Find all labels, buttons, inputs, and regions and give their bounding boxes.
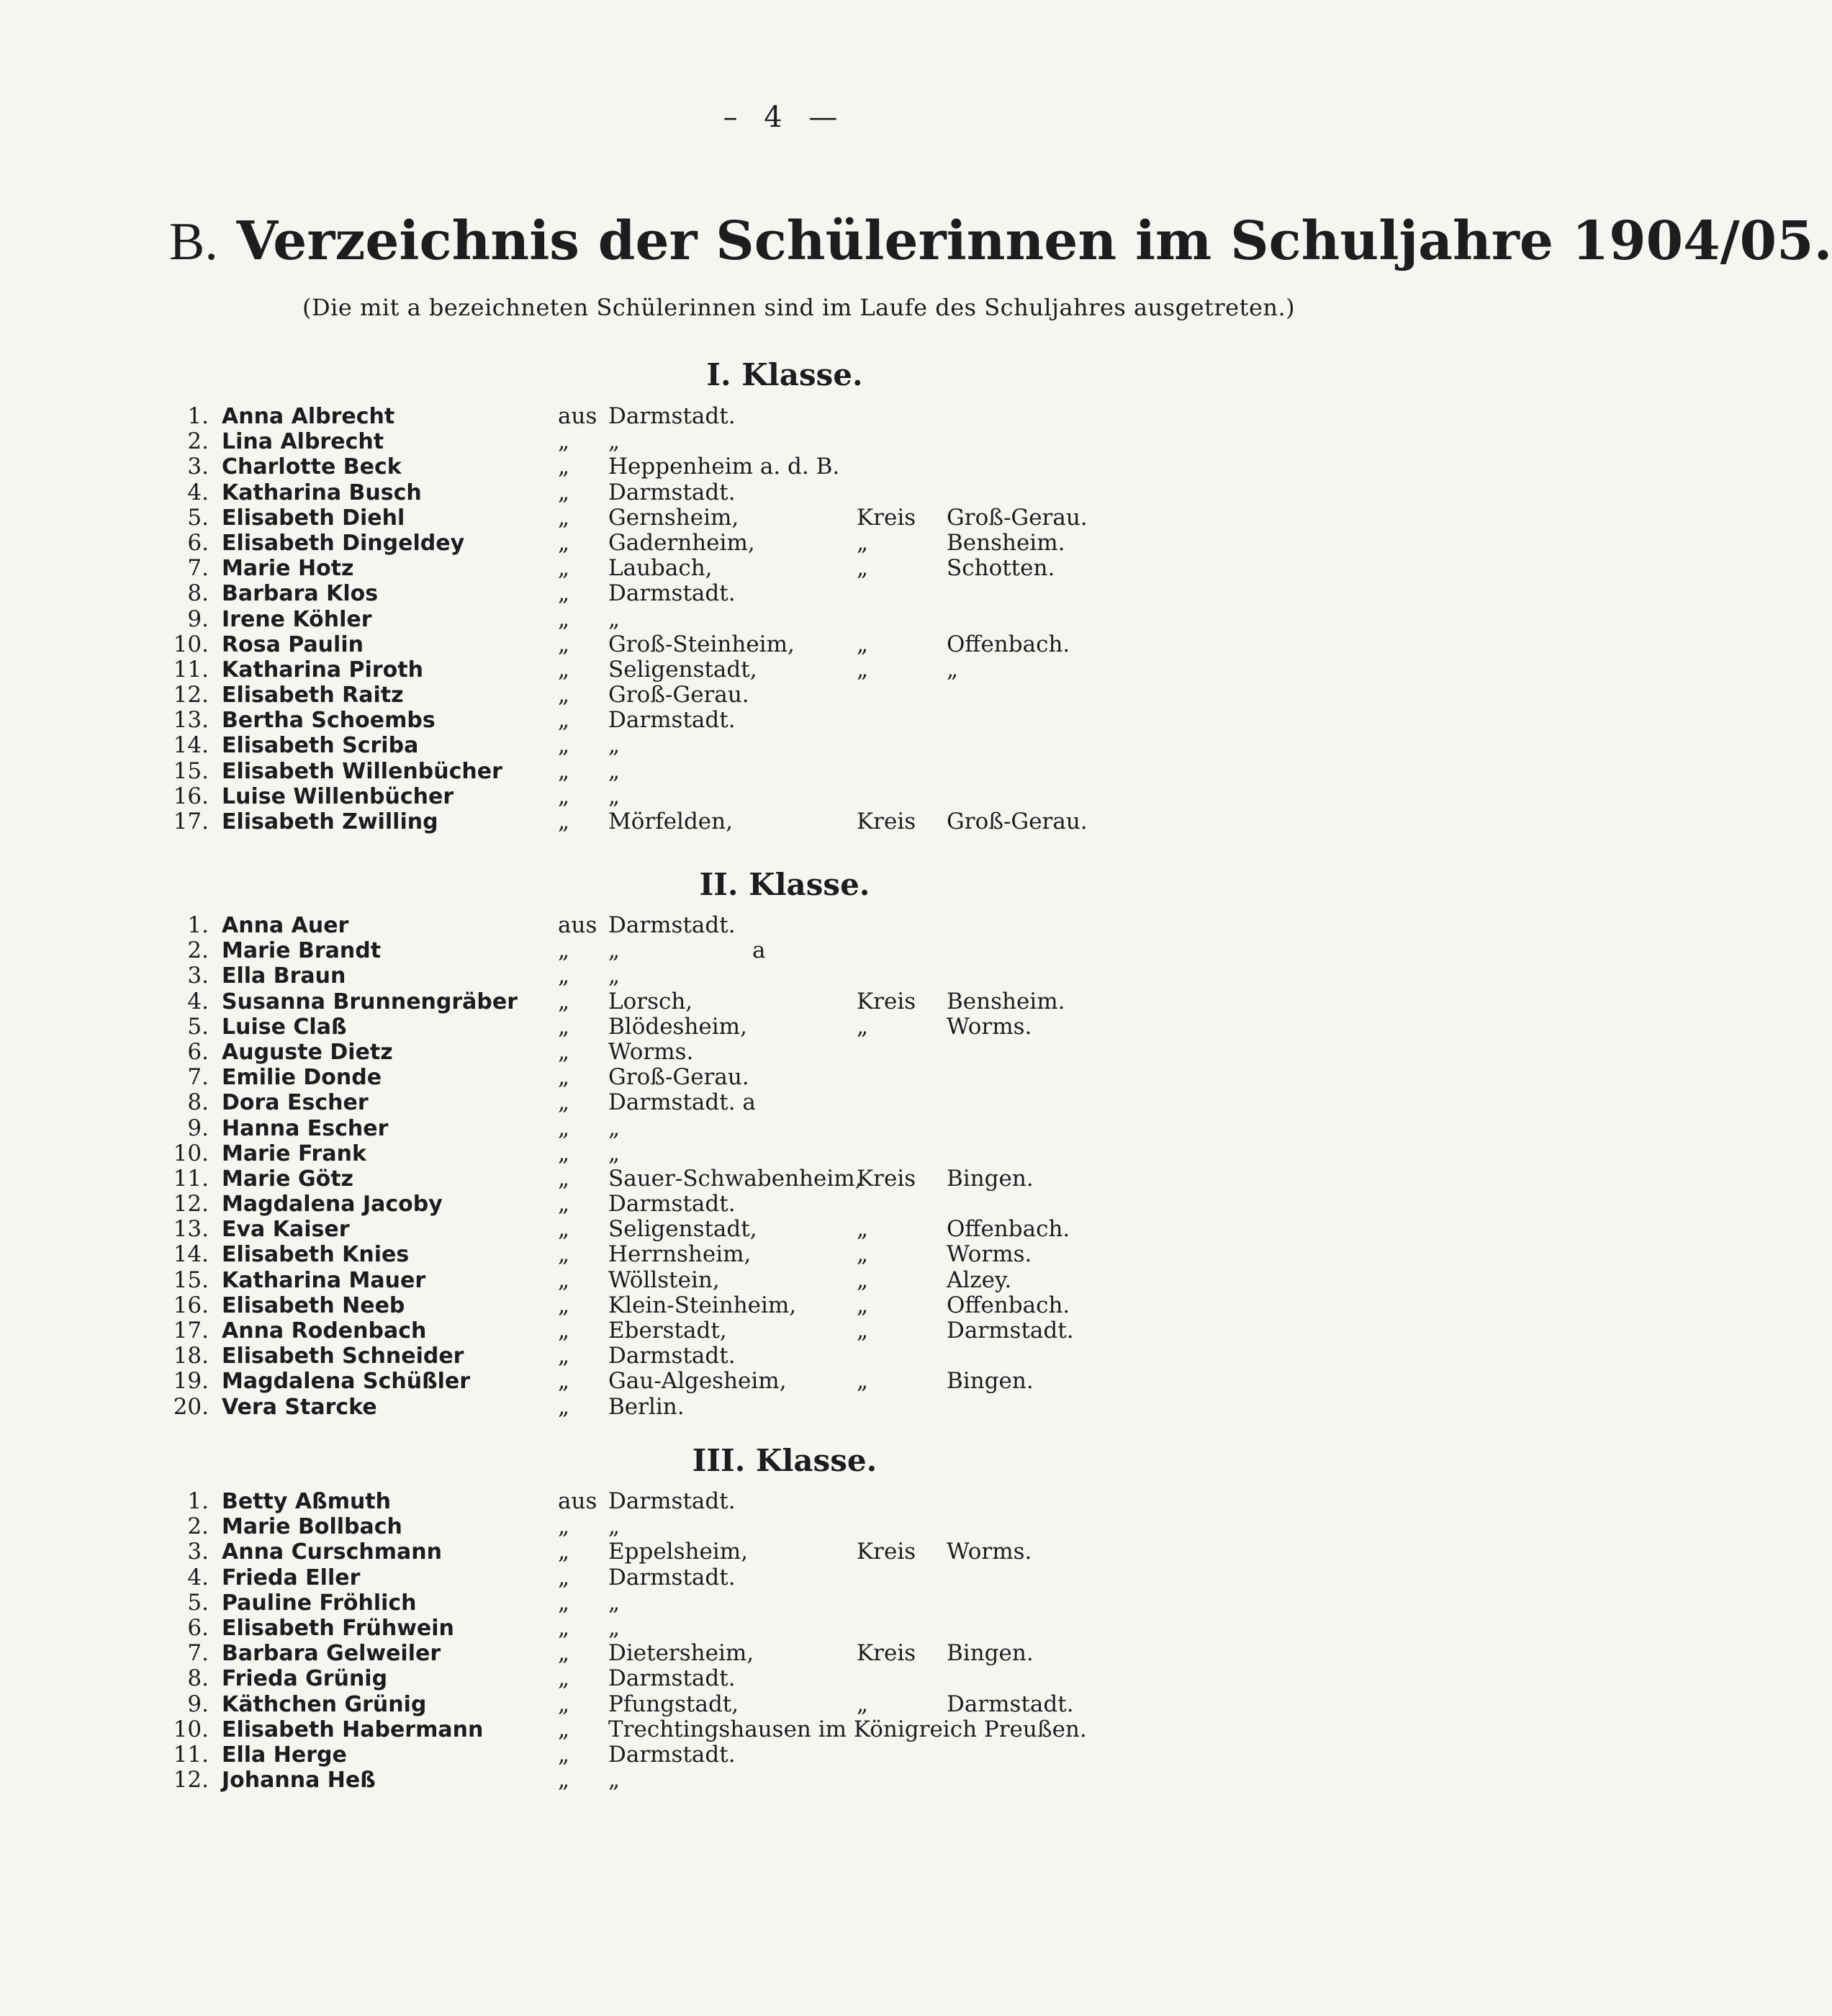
student-row (0, 1040, 1569, 1065)
origin-prefix: „ (558, 454, 570, 480)
student-name: Luise Claß (222, 1014, 347, 1040)
student-name: Anna Curschmann (222, 1539, 443, 1565)
origin-place: Dietersheim, (608, 1640, 754, 1667)
student-row (0, 1116, 1569, 1141)
student-row (0, 1369, 1569, 1394)
student-name: Hanna Escher (222, 1115, 389, 1141)
student-name: Vera Starcke (222, 1394, 377, 1420)
origin-place: Pfungstadt, (608, 1691, 739, 1717)
origin-prefix: „ (558, 732, 570, 759)
origin-prefix: „ (558, 1716, 570, 1742)
student-row (0, 1090, 1569, 1115)
student-row (0, 759, 1569, 784)
origin-prefix: „ (558, 1318, 570, 1344)
student-name: Elisabeth Dingeldey (222, 530, 465, 556)
student-row (0, 708, 1569, 733)
student-row (0, 683, 1569, 708)
student-number: 7. (187, 555, 209, 582)
student-name: Marie Hotz (222, 556, 354, 582)
district-name: Offenbach. (947, 1216, 1070, 1243)
district-label: Kreis (857, 1539, 916, 1565)
origin-place: Groß-Gerau. (608, 682, 749, 708)
origin-prefix: „ (558, 1513, 570, 1540)
district-name: Worms. (947, 1013, 1032, 1040)
district-name: Offenbach. (947, 631, 1070, 657)
student-row (0, 938, 1569, 963)
student-row (0, 1014, 1569, 1040)
origin-prefix: „ (558, 656, 570, 683)
origin-place: Seligenstadt, (608, 1216, 757, 1243)
origin-place: Eppelsheim, (608, 1539, 748, 1565)
student-row (0, 429, 1569, 454)
student-number: 14. (173, 732, 209, 759)
withdrawn-mark: a (752, 937, 766, 964)
origin-prefix: „ (558, 1393, 570, 1420)
student-number: 9. (187, 1691, 209, 1717)
student-number: 11. (173, 1165, 209, 1192)
origin-place: „ (608, 1140, 621, 1166)
student-name: Barbara Gelweiler (222, 1641, 441, 1667)
student-row (0, 581, 1569, 606)
origin-prefix: „ (558, 1140, 570, 1166)
student-number: 17. (173, 1318, 209, 1344)
student-number: 6. (187, 529, 209, 556)
district-name: Offenbach. (947, 1292, 1070, 1318)
district-label: Kreis (857, 1165, 916, 1192)
origin-prefix: „ (558, 1343, 570, 1369)
student-name: Betty Aßmuth (222, 1489, 392, 1514)
student-name: Marie Brandt (222, 938, 382, 964)
class-heading-3: III. Klasse. (692, 1443, 877, 1478)
student-number: 9. (187, 606, 209, 632)
origin-place: „ (608, 1589, 621, 1616)
district-name: Bensheim. (947, 988, 1065, 1014)
origin-place: Gadernheim, (608, 529, 755, 556)
student-name: Emilie Donde (222, 1065, 382, 1091)
student-row (0, 632, 1569, 657)
student-name: Elisabeth Raitz (222, 683, 404, 708)
origin-prefix: „ (558, 988, 570, 1014)
student-number: 14. (173, 1241, 209, 1268)
student-row (0, 531, 1569, 556)
district-name: Schotten. (947, 555, 1055, 582)
origin-prefix: „ (558, 1741, 570, 1768)
student-number: 1. (187, 912, 209, 938)
section-letter: B. (169, 212, 218, 271)
student-name: Elisabeth Frühwein (222, 1615, 454, 1641)
origin-place: Darmstadt. (608, 912, 736, 938)
origin-prefix: „ (558, 1115, 570, 1141)
district-name: Alzey. (947, 1266, 1012, 1293)
district-label: „ (857, 1241, 869, 1268)
student-row (0, 1590, 1569, 1616)
student-number: 8. (187, 1089, 209, 1116)
student-name: Katharina Busch (222, 480, 422, 505)
district-name: Worms. (947, 1241, 1032, 1268)
student-number: 9. (187, 1115, 209, 1141)
origin-prefix: „ (558, 606, 570, 632)
student-number: 4. (187, 1564, 209, 1590)
origin-prefix: „ (558, 809, 570, 834)
student-row (0, 505, 1569, 531)
origin-place: Darmstadt. (608, 1564, 736, 1590)
origin-prefix: „ (558, 1539, 570, 1565)
student-number: 15. (173, 757, 209, 784)
district-name: Bingen. (947, 1368, 1034, 1395)
origin-place: Seligenstadt, (608, 656, 757, 683)
district-name: Bingen. (947, 1640, 1034, 1667)
student-row (0, 1616, 1569, 1641)
student-name: Irene Köhler (222, 606, 372, 632)
student-number: 5. (187, 504, 209, 531)
district-label: „ (857, 1216, 869, 1243)
origin-place: „ (608, 1614, 621, 1641)
student-name: Rosa Paulin (222, 631, 364, 657)
origin-prefix: „ (558, 1292, 570, 1318)
origin-place: Darmstadt. (608, 707, 736, 734)
origin-place: Sauer-Schwabenheim, (608, 1165, 862, 1192)
student-number: 8. (187, 1665, 209, 1692)
district-label: „ (857, 631, 869, 657)
student-number: 3. (187, 454, 209, 480)
student-name: Luise Willenbücher (222, 783, 454, 809)
origin-prefix: „ (558, 1564, 570, 1590)
origin-prefix: „ (558, 963, 570, 989)
origin-place: Laubach, (608, 555, 713, 582)
origin-place: „ (608, 1513, 621, 1540)
student-number: 4. (187, 479, 209, 505)
student-name: Johanna Heß (222, 1768, 376, 1794)
origin-place: „ (608, 1115, 621, 1141)
origin-place: „ (608, 732, 621, 759)
student-name: Magdalena Schüßler (222, 1369, 471, 1395)
origin-prefix: „ (558, 428, 570, 455)
district-label: Kreis (857, 1640, 916, 1667)
origin-prefix: „ (558, 707, 570, 734)
class-heading-1: I. Klasse. (706, 357, 863, 392)
origin-place: Klein-Steinheim, (608, 1292, 797, 1318)
student-number: 11. (173, 656, 209, 683)
origin-prefix: „ (558, 757, 570, 784)
student-number: 16. (173, 1292, 209, 1318)
district-name: Groß-Gerau. (947, 809, 1088, 834)
student-name: Elisabeth Knies (222, 1242, 410, 1268)
origin-place: Darmstadt. (608, 479, 736, 505)
origin-place: Trechtingshausen im Königreich Preußen. (608, 1716, 1087, 1742)
origin-prefix: „ (558, 529, 570, 556)
student-name: Käthchen Grünig (222, 1691, 427, 1717)
student-number: 6. (187, 1614, 209, 1641)
student-number: 13. (173, 707, 209, 734)
student-name: Katharina Piroth (222, 657, 423, 683)
student-number: 13. (173, 1216, 209, 1243)
student-number: 19. (173, 1368, 209, 1395)
origin-place: „ (608, 783, 621, 809)
origin-prefix: „ (558, 783, 570, 809)
student-row (0, 1395, 1569, 1420)
student-row (0, 1641, 1569, 1666)
student-number: 16. (173, 783, 209, 809)
origin-place: Gau-Algesheim, (608, 1368, 787, 1395)
student-row (0, 404, 1569, 429)
origin-place: Herrnsheim, (608, 1241, 752, 1268)
student-row (0, 1166, 1569, 1192)
document-subtitle: (Die mit a bezeichneten Schülerinnen sind im Laufe des Schuljahres ausgetreten.) (302, 294, 1296, 321)
student-number: 1. (187, 403, 209, 429)
origin-prefix: „ (558, 1767, 570, 1794)
origin-prefix: „ (558, 1064, 570, 1091)
origin-prefix: „ (558, 1368, 570, 1395)
student-row (0, 1065, 1569, 1090)
class-roster-3 (0, 1489, 1569, 1793)
student-name: Susanna Brunnengräber (222, 989, 518, 1014)
student-row (0, 1565, 1569, 1590)
student-name: Elisabeth Scriba (222, 733, 419, 759)
district-label: „ (857, 1318, 869, 1344)
district-label: „ (857, 1292, 869, 1318)
student-name: Ella Braun (222, 963, 346, 989)
origin-place: Darmstadt. (608, 1191, 736, 1218)
student-name: Frieda Grünig (222, 1666, 388, 1692)
origin-place: Worms. (608, 1038, 694, 1065)
class-heading-2: II. Klasse. (699, 867, 870, 902)
student-number: 12. (173, 682, 209, 708)
student-row (0, 784, 1569, 809)
origin-prefix: „ (558, 1691, 570, 1717)
origin-place: Eberstadt, (608, 1318, 727, 1344)
class-roster-2 (0, 913, 1569, 1420)
origin-prefix: „ (558, 1216, 570, 1243)
origin-place: Darmstadt. (608, 1665, 736, 1692)
student-row (0, 1318, 1569, 1344)
student-number: 18. (173, 1343, 209, 1369)
origin-prefix: „ (558, 1013, 570, 1040)
student-row (0, 1141, 1569, 1166)
student-name: Elisabeth Diehl (222, 505, 405, 531)
student-number: 12. (173, 1767, 209, 1794)
student-row (0, 607, 1569, 632)
origin-prefix: „ (558, 1241, 570, 1268)
origin-place: „ (608, 428, 621, 455)
origin-place: Darmstadt. (608, 403, 736, 429)
district-name: „ (947, 656, 959, 683)
student-name: Ella Herge (222, 1742, 347, 1768)
student-row (0, 1717, 1569, 1742)
student-row (0, 1692, 1569, 1717)
student-number: 2. (187, 428, 209, 455)
origin-prefix: aus (558, 1488, 597, 1514)
origin-prefix: „ (558, 1165, 570, 1192)
district-name: Groß-Gerau. (947, 504, 1088, 531)
district-label: „ (857, 656, 869, 683)
origin-prefix: „ (558, 580, 570, 607)
origin-place: Lorsch, (608, 988, 693, 1014)
origin-prefix: „ (558, 1614, 570, 1641)
origin-place: Darmstadt. (608, 1343, 736, 1369)
origin-place: Groß-Gerau. (608, 1064, 749, 1091)
student-name: Marie Götz (222, 1166, 354, 1192)
student-row (0, 1489, 1569, 1514)
origin-prefix: „ (558, 1266, 570, 1293)
district-name: Worms. (947, 1539, 1032, 1565)
origin-place: Wöllstein, (608, 1266, 720, 1293)
student-row (0, 1768, 1569, 1793)
student-number: 12. (173, 1191, 209, 1218)
origin-place: Berlin. (608, 1393, 685, 1420)
origin-prefix: „ (558, 631, 570, 657)
student-row (0, 1666, 1569, 1691)
student-row (0, 454, 1569, 480)
student-number: 1. (187, 1488, 209, 1514)
student-name: Anna Albrecht (222, 404, 395, 429)
origin-prefix: „ (558, 682, 570, 708)
student-name: Marie Bollbach (222, 1514, 402, 1540)
district-label: „ (857, 529, 869, 556)
student-number: 17. (173, 809, 209, 834)
student-number: 11. (173, 1741, 209, 1768)
student-row (0, 733, 1569, 758)
student-name: Bertha Schoembs (222, 708, 436, 734)
student-row (0, 657, 1569, 683)
district-label: „ (857, 1368, 869, 1395)
origin-place: „ (608, 937, 621, 964)
student-name: Frieda Eller (222, 1565, 361, 1590)
student-number: 5. (187, 1013, 209, 1040)
district-label: Kreis (857, 988, 916, 1014)
district-name: Darmstadt. (947, 1318, 1074, 1344)
origin-place: Groß-Steinheim, (608, 631, 795, 657)
origin-prefix: „ (558, 504, 570, 531)
district-name: Bingen. (947, 1165, 1034, 1192)
origin-place: Darmstadt. (608, 1488, 736, 1514)
student-name: Elisabeth Schneider (222, 1344, 464, 1369)
district-label: „ (857, 1266, 869, 1293)
origin-place: „ (608, 757, 621, 784)
student-name: Elisabeth Willenbücher (222, 758, 502, 784)
student-name: Anna Auer (222, 913, 349, 938)
origin-prefix: „ (558, 479, 570, 505)
origin-place: „ (608, 1767, 621, 1794)
origin-place: Blödesheim, (608, 1013, 747, 1040)
origin-place: Heppenheim a. d. B. (608, 454, 840, 480)
title-text: Verzeichnis der Schülerinnen im Schuljahre 1904/05. (236, 210, 1832, 272)
origin-prefix: „ (558, 1089, 570, 1116)
student-row (0, 1293, 1569, 1318)
student-name: Dora Escher (222, 1090, 369, 1116)
origin-place: „ (608, 963, 621, 989)
student-number: 7. (187, 1640, 209, 1667)
student-row (0, 480, 1569, 505)
origin-prefix: „ (558, 937, 570, 964)
district-name: Darmstadt. (947, 1691, 1074, 1717)
student-name: Elisabeth Habermann (222, 1716, 484, 1742)
student-name: Pauline Fröhlich (222, 1590, 417, 1616)
student-name: Elisabeth Zwilling (222, 809, 438, 834)
district-label: „ (857, 555, 869, 582)
origin-place: „ (608, 606, 621, 632)
district-label: Kreis (857, 504, 916, 531)
origin-prefix: aus (558, 912, 597, 938)
student-row (0, 1217, 1569, 1242)
student-row (0, 1344, 1569, 1369)
student-name: Magdalena Jacoby (222, 1192, 443, 1218)
student-row (0, 1514, 1569, 1539)
student-number: 2. (187, 1513, 209, 1540)
student-number: 6. (187, 1038, 209, 1065)
district-label: „ (857, 1013, 869, 1040)
student-row (0, 1268, 1569, 1293)
student-name: Charlotte Beck (222, 454, 402, 480)
student-number: 3. (187, 1539, 209, 1565)
student-name: Anna Rodenbach (222, 1318, 427, 1344)
student-number: 10. (173, 1140, 209, 1166)
student-row (0, 1539, 1569, 1565)
student-name: Elisabeth Neeb (222, 1292, 405, 1318)
district-label: Kreis (857, 809, 916, 834)
student-name: Marie Frank (222, 1140, 366, 1166)
student-number: 8. (187, 580, 209, 607)
student-number: 15. (173, 1266, 209, 1293)
student-row (0, 809, 1569, 834)
origin-place: Mörfelden, (608, 809, 733, 834)
student-number: 4. (187, 988, 209, 1014)
student-row (0, 1742, 1569, 1768)
student-row (0, 989, 1569, 1014)
student-name: Katharina Mauer (222, 1267, 426, 1293)
class-roster-1 (0, 404, 1569, 834)
student-number: 2. (187, 937, 209, 964)
student-name: Eva Kaiser (222, 1217, 350, 1243)
origin-place: Darmstadt. a (608, 1089, 756, 1116)
student-row (0, 1242, 1569, 1267)
origin-prefix: „ (558, 1191, 570, 1218)
student-row (0, 1192, 1569, 1217)
student-number: 7. (187, 1064, 209, 1091)
origin-place: Gernsheim, (608, 504, 739, 531)
origin-prefix: „ (558, 1640, 570, 1667)
origin-place: Darmstadt. (608, 580, 736, 607)
student-name: Lina Albrecht (222, 429, 384, 455)
origin-prefix: „ (558, 1038, 570, 1065)
student-number: 10. (173, 631, 209, 657)
student-name: Auguste Dietz (222, 1039, 393, 1065)
origin-prefix: aus (558, 403, 597, 429)
student-number: 3. (187, 963, 209, 989)
student-row (0, 963, 1569, 989)
student-number: 20. (173, 1393, 209, 1420)
district-label: „ (857, 1691, 869, 1717)
origin-place: Darmstadt. (608, 1741, 736, 1768)
origin-prefix: „ (558, 1589, 570, 1616)
student-row (0, 913, 1569, 938)
student-number: 10. (173, 1716, 209, 1742)
page-number: – 4 — (723, 101, 847, 134)
student-number: 5. (187, 1589, 209, 1616)
student-row (0, 556, 1569, 581)
origin-prefix: „ (558, 1665, 570, 1692)
student-name: Barbara Klos (222, 581, 379, 607)
district-name: Bensheim. (947, 529, 1065, 556)
document-title (169, 210, 1832, 273)
origin-prefix: „ (558, 555, 570, 582)
